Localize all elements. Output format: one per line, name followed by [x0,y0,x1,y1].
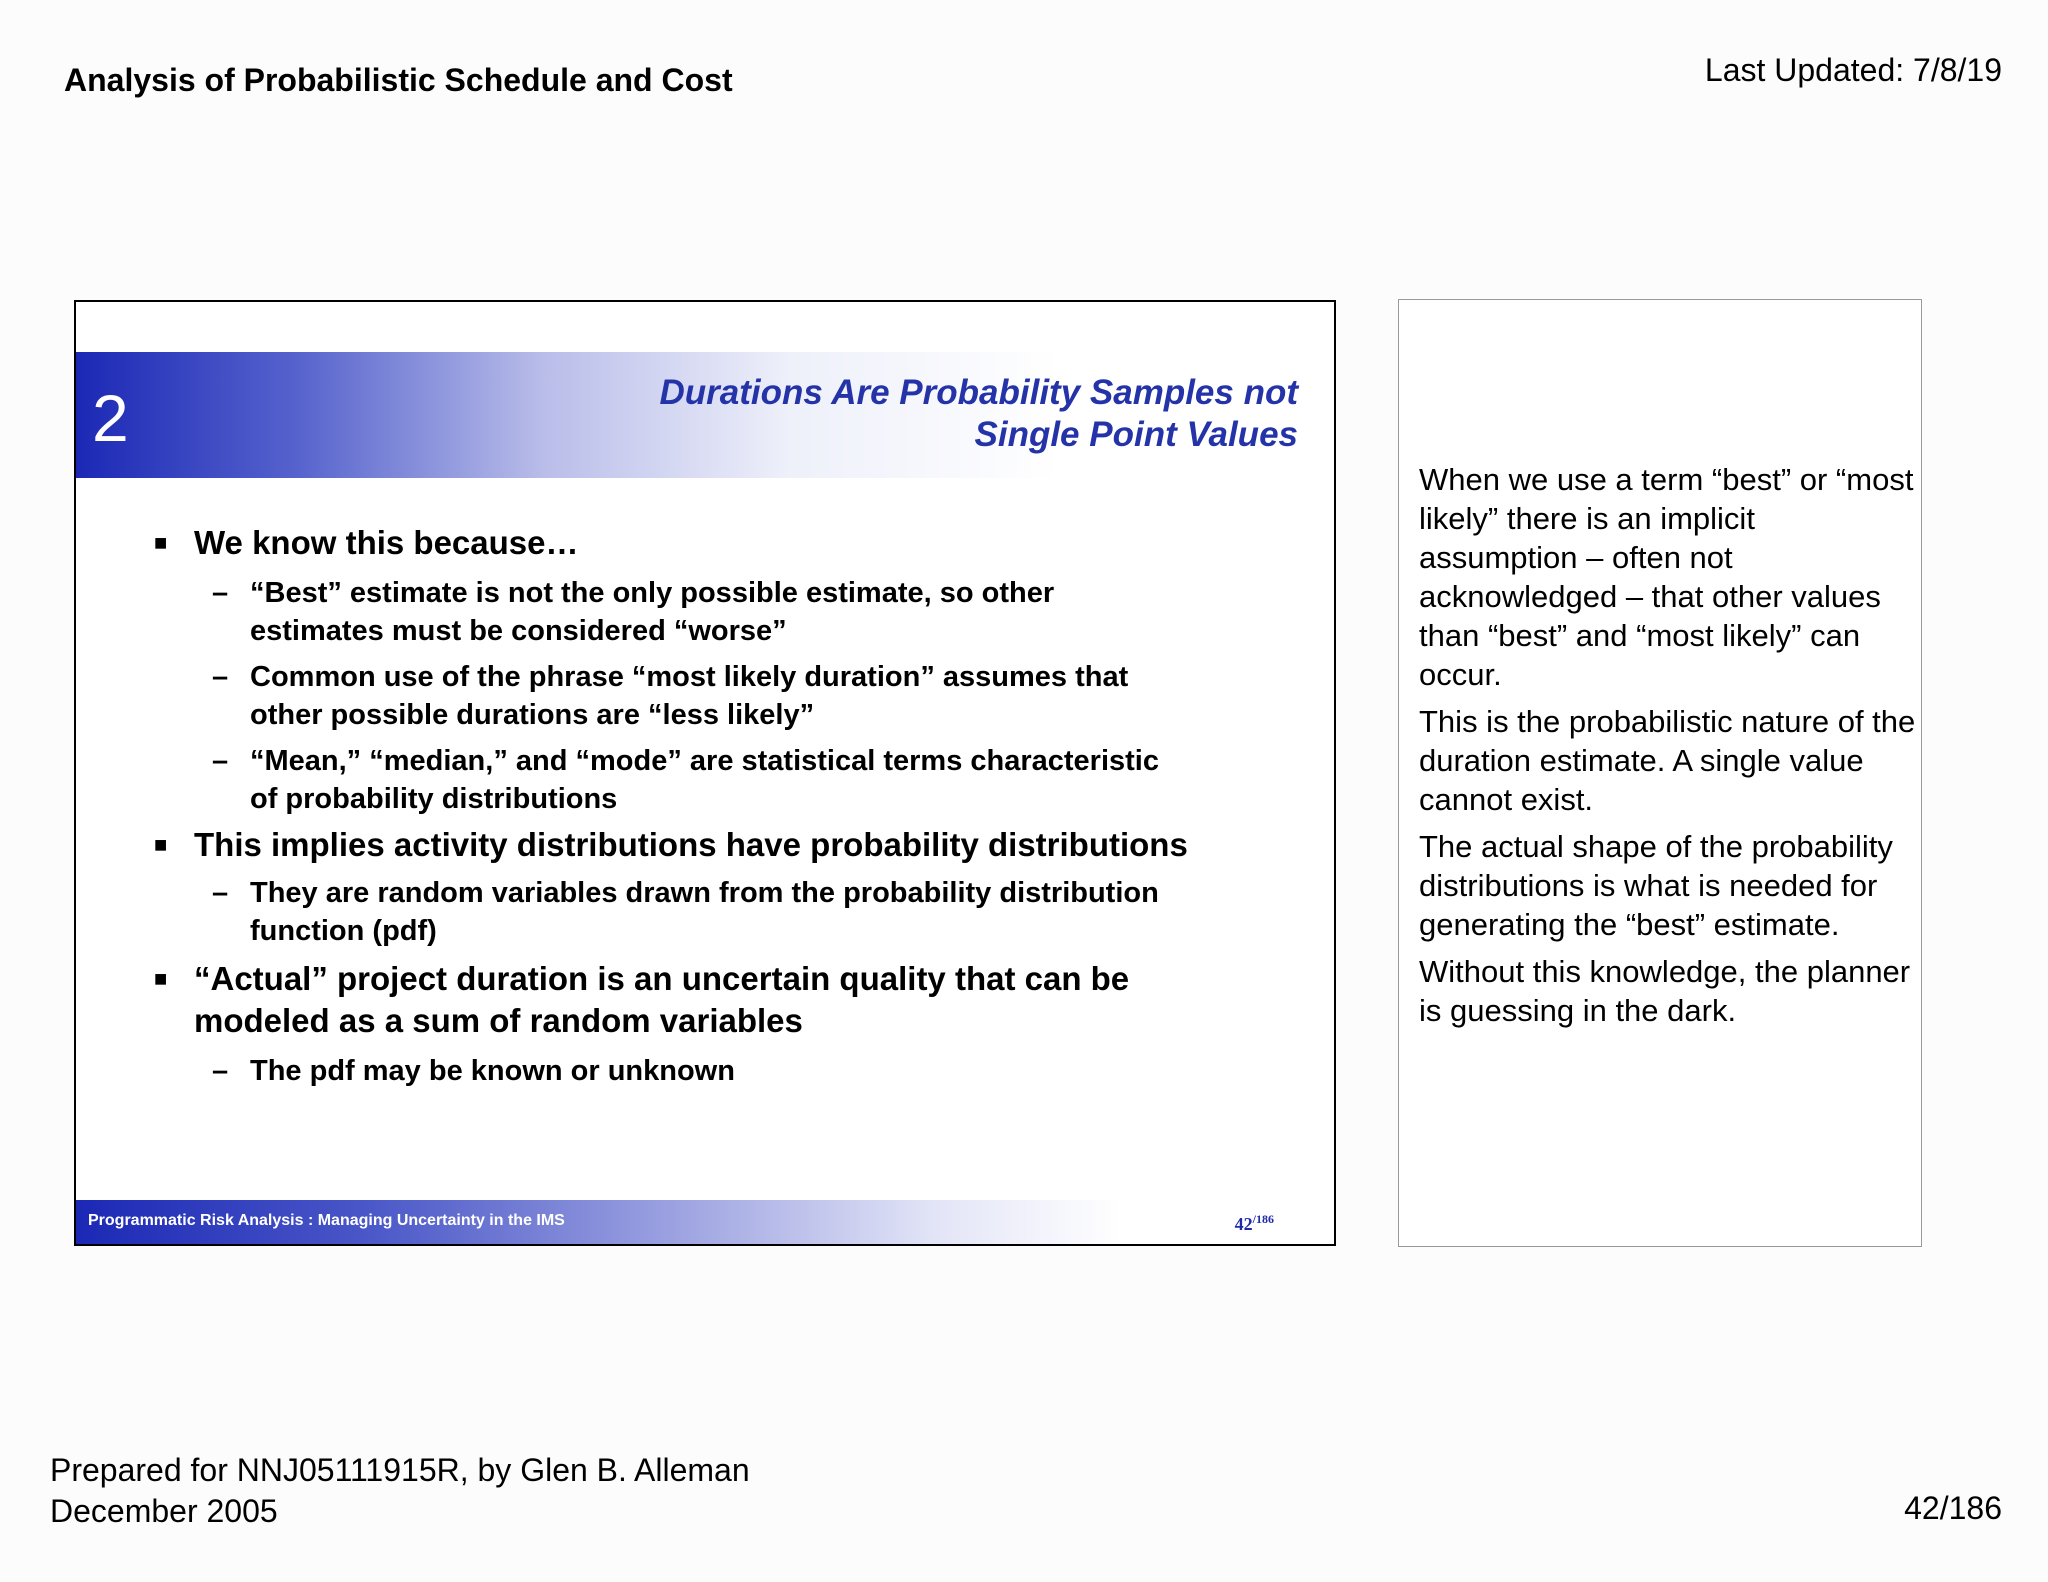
dash-marker: – [212,1055,229,1087]
bullet-text: We know this because… [194,524,579,561]
bullet-marker: ■ [154,966,168,991]
slide-header-band [76,352,1306,478]
last-updated: Last Updated: 7/8/19 [1704,52,2002,88]
sub-bullet-line: function (pdf) [250,915,437,947]
prepared-line: Prepared for NNJ05111915R, by Glen B. Alleman [50,1452,750,1488]
notes-paragraph: Without this knowledge, the planner is guessing in the dark. [1419,954,1911,1028]
bullet-text: This implies activity distributions have probability distributions [194,826,1188,863]
slide-section-number: 2 [92,381,129,455]
slide-page-current: 42 [1234,1214,1253,1234]
bullet-text: “Actual” project duration is an uncertain quality that can be [194,960,1130,997]
sub-bullet-line: The pdf may be known or unknown [250,1055,735,1087]
sub-bullet-line: other possible durations are “less likely” [250,699,815,731]
dash-marker: – [212,661,229,693]
dash-marker: – [212,745,229,777]
sub-bullet-line: Common use of the phrase “most likely duration” assumes that [250,661,1129,693]
sub-bullet-line: They are random variables drawn from the probability distribution [250,877,1159,909]
sub-bullet-line: “Mean,” “median,” and “mode” are statistical terms characteristic [250,745,1159,777]
dash-marker: – [212,577,229,609]
notes-paragraph: This is the probabilistic nature of the duration estimate. A single value cannot exist. [1419,704,1916,817]
slide-image [74,300,1336,1246]
slide-title-line: Single Point Values [974,415,1298,454]
slide-footer-band [76,1200,1306,1244]
dash-marker: – [212,877,229,909]
sub-bullet-line: estimates must be considered “worse” [250,615,787,647]
bullet-text: modeled as a sum of random variables [194,1002,803,1039]
page-number: 42/186 [1904,1490,2002,1526]
slide-footer-text: Programmatic Risk Analysis : Managing Uncertainty in the IMS [88,1212,565,1229]
slide-title [659,372,1298,456]
notes-text [1419,460,1919,1038]
bullet-marker: ■ [154,530,168,555]
prepared-date: December 2005 [50,1493,278,1529]
slide-title-line: Durations Are Probability Samples not [659,373,1298,412]
prepared-by [50,1450,750,1532]
sub-bullet-line: “Best” estimate is not the only possible estimate, so other [250,577,1055,609]
sub-bullet-line: of probability distributions [250,783,618,815]
slide-page-number [1235,1212,1274,1235]
notes-paragraph: The actual shape of the probability distributions is what is needed for generating the “best” estimate. [1419,829,1893,942]
notes-panel [1398,299,1922,1247]
document-title: Analysis of Probabilistic Schedule and Cost [64,62,733,98]
notes-paragraph: When we use a term “best” or “most likely” there is an implicit assumption – often not acknowledged – that other values than “best” and “most likely” can occur. [1419,462,1914,692]
bullet-marker: ■ [154,832,168,857]
slide-page-total: /186 [1252,1212,1274,1226]
